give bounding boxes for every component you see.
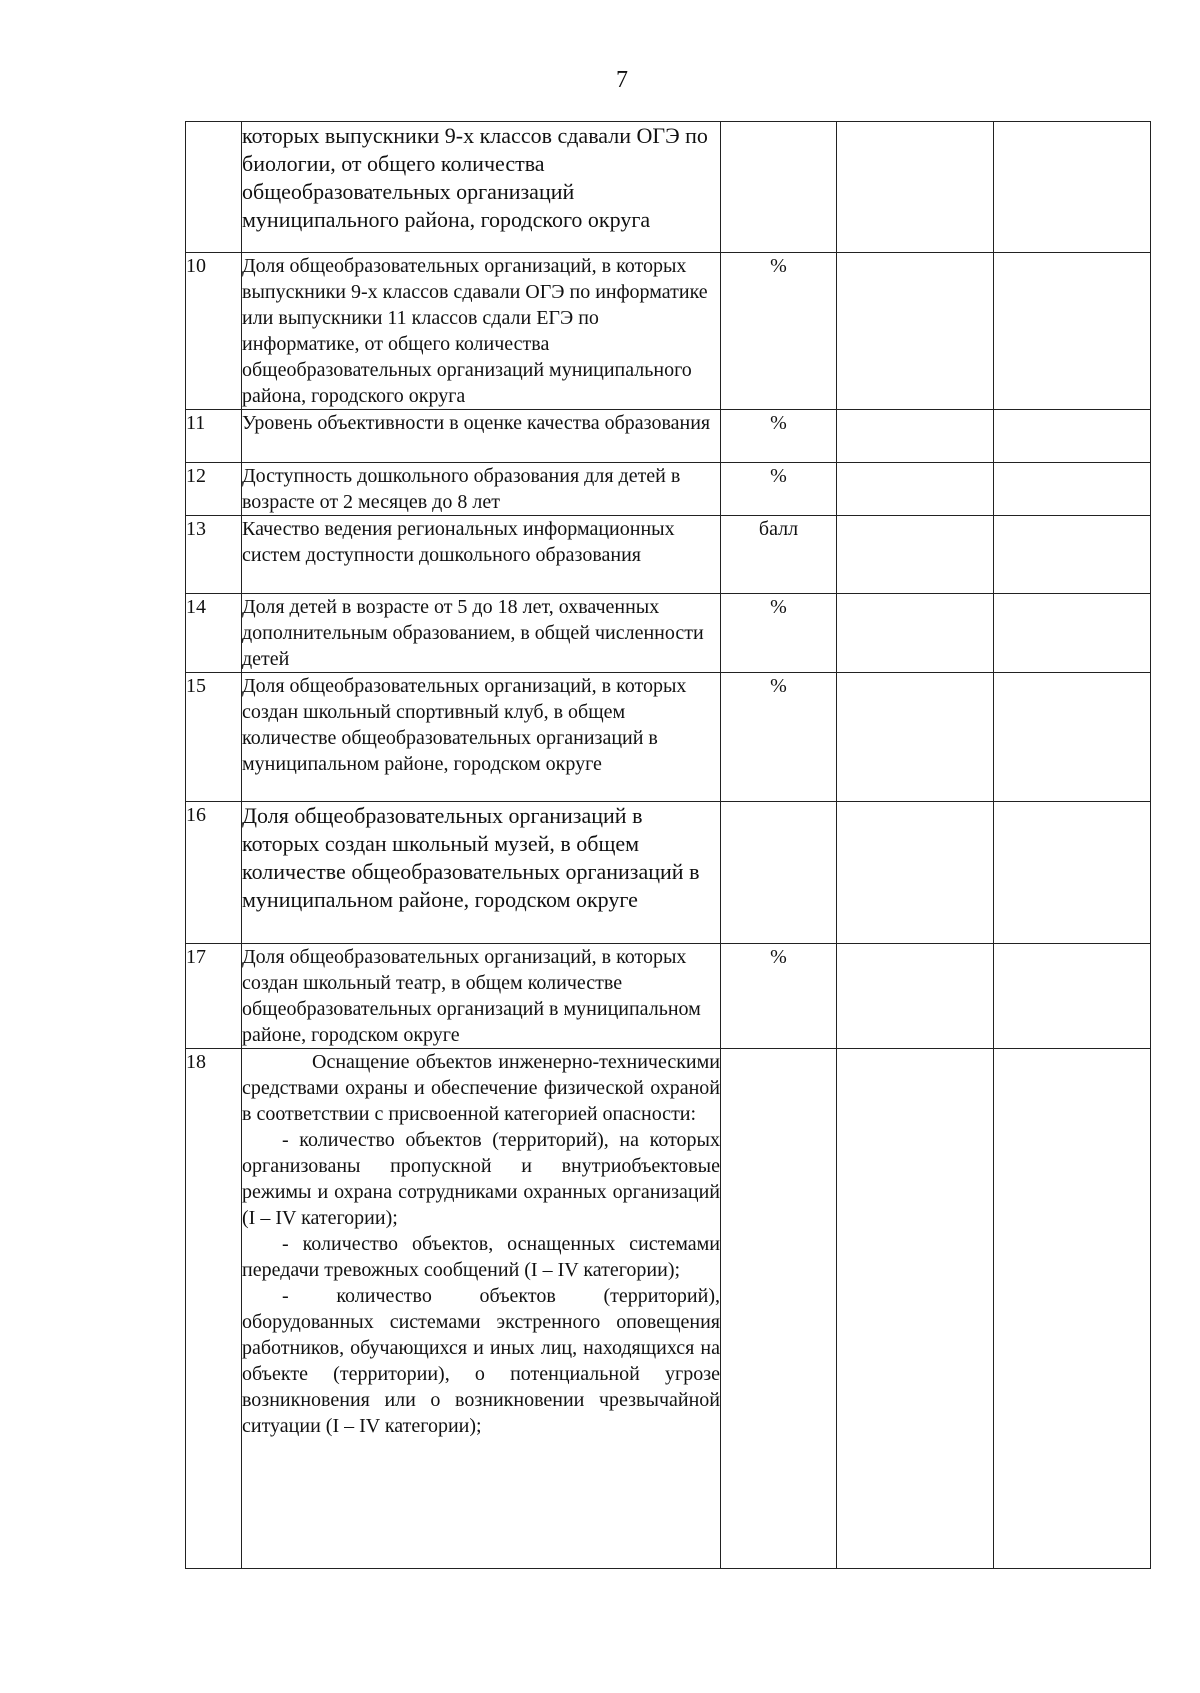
indicator-paragraph: - количество объектов (территорий), на которых организованы пропускной и внутриобъектовые режимы и охрана сотрудниками охранных организаций (I – IV категории); (242, 1129, 720, 1229)
value-cell (837, 253, 994, 410)
row-number (186, 122, 242, 253)
row-number: 16 (186, 802, 242, 944)
value-cell (837, 944, 994, 1049)
value-cell (994, 1049, 1151, 1569)
row-number: 11 (186, 410, 242, 463)
value-cell (994, 410, 1151, 463)
unit-cell (721, 1049, 837, 1569)
unit-cell: % (721, 673, 837, 802)
table-row (186, 463, 1151, 516)
row-number: 12 (186, 463, 242, 516)
value-cell (994, 122, 1151, 253)
value-cell (837, 122, 994, 253)
table-row (186, 802, 1151, 944)
indicators-table (185, 121, 1151, 1569)
indicator-text: Качество ведения региональных информационных систем доступности дошкольного образования (242, 516, 721, 594)
value-cell (994, 673, 1151, 802)
unit-cell: % (721, 410, 837, 463)
table-row (186, 253, 1151, 410)
value-cell (837, 463, 994, 516)
value-cell (837, 410, 994, 463)
table-row (186, 1049, 1151, 1569)
indicator-paragraph: - количество объектов, оснащенных системами передачи тревожных сообщений (I – IV категории); (242, 1233, 720, 1281)
value-cell (837, 673, 994, 802)
row-number: 15 (186, 673, 242, 802)
value-cell (837, 802, 994, 944)
value-cell (837, 1049, 994, 1569)
value-cell (994, 516, 1151, 594)
indicator-text: Доля общеобразовательных организаций, в которых выпускники 9-х классов сдавали ОГЭ по информатике или выпускники 11 классов сдали ЕГЭ по информатике, от общего количества общеобразовательных организаций муниципального района, городского округа (242, 253, 721, 410)
table-row (186, 516, 1151, 594)
value-cell (837, 594, 994, 673)
table-row (186, 122, 1151, 253)
row-number: 10 (186, 253, 242, 410)
value-cell (994, 253, 1151, 410)
indicator-text: Доля общеобразовательных организаций, в которых создан школьный театр, в общем количестве общеобразовательных организаций в муниципальном районе, городском округе (242, 944, 721, 1049)
row-number: 13 (186, 516, 242, 594)
table-row (186, 673, 1151, 802)
value-cell (837, 516, 994, 594)
indicator-paragraph: Оснащение объектов инженерно-техническими средствами охраны и обеспечение физической охраной в соответствии с присвоенной категорией опасности: (242, 1051, 720, 1125)
indicator-text: Доля детей в возрасте от 5 до 18 лет, охваченных дополнительным образованием, в общей численности детей (242, 594, 721, 673)
indicator-paragraph: - количество объектов (территорий), оборудованных системами экстренного оповещения работников, обучающихся и иных лиц, находящихся на объекте (территории), о потенциальной угрозе возникновения или о возникновении чрезвычайной ситуации (I – IV категории); (242, 1285, 720, 1437)
value-cell (994, 463, 1151, 516)
unit-cell: % (721, 594, 837, 673)
row-number: 14 (186, 594, 242, 673)
unit-cell: балл (721, 516, 837, 594)
indicator-text: Уровень объективности в оценке качества образования (242, 410, 721, 463)
unit-cell: % (721, 463, 837, 516)
value-cell (994, 802, 1151, 944)
row-number: 18 (186, 1049, 242, 1569)
table-row (186, 944, 1151, 1049)
indicator-text: которых выпускники 9-х классов сдавали ОГЭ по биологии, от общего количества общеобразовательных организаций муниципального района, городского округа (242, 122, 721, 253)
value-cell (994, 944, 1151, 1049)
indicator-text: Доступность дошкольного образования для детей в возрасте от 2 месяцев до 8 лет (242, 463, 721, 516)
page-number: 7 (616, 67, 628, 93)
indicator-text (242, 1049, 721, 1569)
unit-cell: % (721, 253, 837, 410)
row-number: 17 (186, 944, 242, 1049)
unit-cell: % (721, 944, 837, 1049)
table-row (186, 410, 1151, 463)
unit-cell (721, 802, 837, 944)
table-row (186, 594, 1151, 673)
value-cell (994, 594, 1151, 673)
unit-cell (721, 122, 837, 253)
indicator-text: Доля общеобразовательных организаций в которых создан школьный музей, в общем количестве общеобразовательных организаций в муниципальном районе, городском округе (242, 802, 721, 944)
indicator-text: Доля общеобразовательных организаций, в которых создан школьный спортивный клуб, в общем количестве общеобразовательных организаций в муниципальном районе, городском округе (242, 673, 721, 802)
